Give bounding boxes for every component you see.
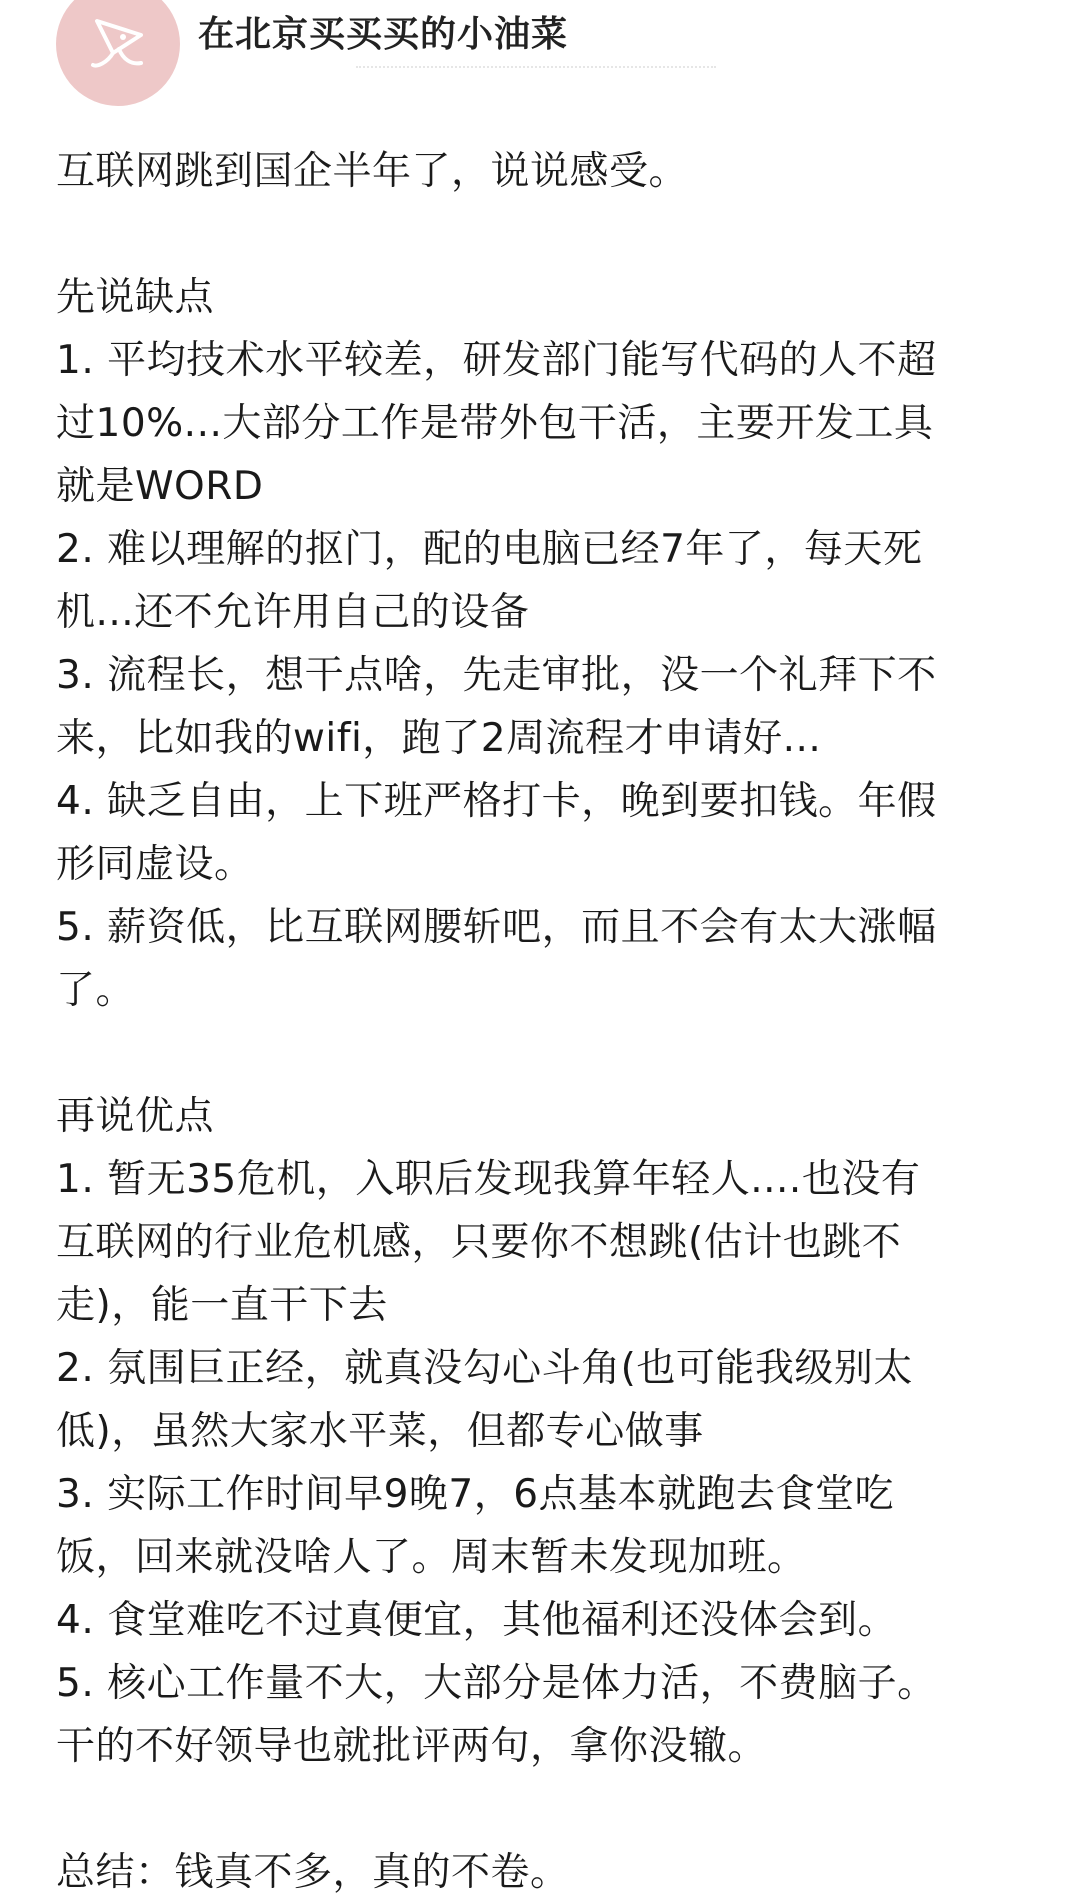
post-header (56, 0, 1024, 112)
pros-line: 1. 暂无35危机，入职后发现我算年轻人....也没有 (56, 1157, 921, 1202)
pros-line: 5. 核心工作量不大，大部分是体力活，不费脑子。 (56, 1661, 937, 1706)
pros-line: 干的不好领导也就批评两句，拿你没辙。 (56, 1724, 768, 1769)
post-body (56, 140, 1046, 1904)
pros-line: 走)，能一直干下去 (56, 1283, 388, 1328)
cons-line: 就是WORD (56, 464, 264, 509)
cons-line: 来，比如我的wifi，跑了2周流程才申请好... (56, 716, 822, 761)
cons-line: 过10%...大部分工作是带外包干活，主要开发工具 (56, 401, 934, 446)
cons-line: 3. 流程长，想干点啥，先走审批，没一个礼拜下不 (56, 653, 937, 698)
author-name[interactable]: 在北京买买买的小油菜 (198, 14, 569, 55)
pros-line: 低)，虽然大家水平菜，但都专心做事 (56, 1409, 704, 1454)
paragraph-gap (56, 1022, 1046, 1085)
paragraph-gap (56, 203, 1046, 266)
cons-line: 2. 难以理解的抠门，配的电脑已经7年了，每天死 (56, 527, 923, 572)
cons-heading: 先说缺点 (56, 275, 215, 320)
pros-line: 互联网的行业危机感，只要你不想跳(估计也跳不 (56, 1220, 902, 1265)
bird-doodle-icon (83, 9, 153, 79)
post-summary: 总结：钱真不多，真的不卷。 (56, 1850, 570, 1895)
pros-line: 饭，回来就没啥人了。周末暂未发现加班。 (56, 1535, 807, 1580)
cons-line: 1. 平均技术水平较差，研发部门能写代码的人不超 (56, 338, 937, 383)
avatar[interactable] (56, 0, 180, 106)
faint-meta-divider (356, 66, 716, 74)
cons-line: 机...还不允许用自己的设备 (56, 590, 530, 635)
cons-line: 形同虚设。 (56, 842, 254, 887)
pros-line: 3. 实际工作时间早9晚7，6点基本就跑去食堂吃 (56, 1472, 895, 1517)
cons-line: 了。 (56, 968, 136, 1013)
paragraph-gap (56, 1778, 1046, 1841)
pros-heading: 再说优点 (56, 1094, 215, 1139)
pros-line: 4. 食堂难吃不过真便宜，其他福利还没体会到。 (56, 1598, 898, 1643)
cons-line: 4. 缺乏自由，上下班严格打卡，晚到要扣钱。年假 (56, 779, 937, 824)
post-intro: 互联网跳到国企半年了，说说感受。 (56, 149, 689, 194)
pros-line: 2. 氛围巨正经，就真没勾心斗角(也可能我级别太 (56, 1346, 913, 1391)
cons-line: 5. 薪资低，比互联网腰斩吧，而且不会有太大涨幅 (56, 905, 937, 950)
